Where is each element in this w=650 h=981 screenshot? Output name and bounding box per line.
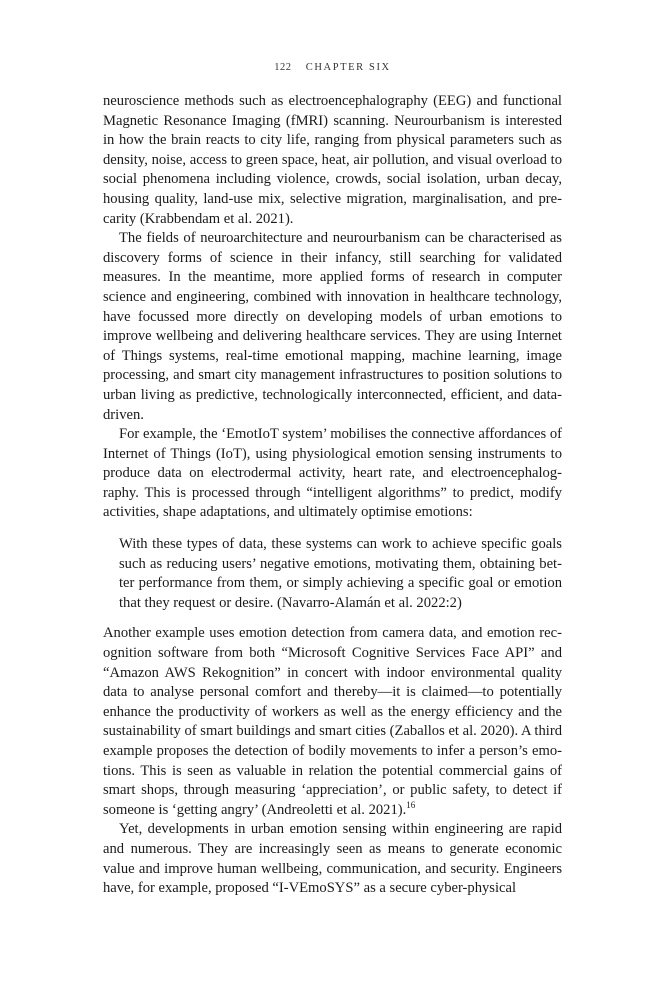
footnote-marker[interactable]: 16 <box>406 799 416 810</box>
paragraph-1: neuroscience methods such as electroencephalography (EEG) and functional Magnetic Resonance Imaging (fMRI) scanning. Neurourbanism is interested in how the brain reacts to city life, ranging from physical parameters such as density, noise, access to green space, heat, air pollution, and visual overload to social phenomena including violence, crowds, social isolation, urban decay, housing quality, land-use mix, selective migration, marginalisation, and precarity (Krabbendam et al. 2021). <box>103 93 562 227</box>
paragraph-2: The fields of neuroarchitecture and neurourbanism can be characterised as discovery forms of science in their infancy, still searching for validated measures. In the meantime, more applied forms of research in computer science and engineering, combined with innovation in healthcare technology, have focussed more directly on developing models of urban emotions to improve wellbeing and delivering healthcare services. They are using Internet of Things systems, real-time emotional mapping, machine learning, image processing, and smart city management infrastructures to position solutions to urban living as predictive, technologically interconnected, efficient, and data-driven. <box>103 230 562 423</box>
chapter-title: CHAPTER SIX <box>305 62 391 73</box>
block-quote: With these types of data, these systems can work to achieve specific goals such as reducing users’ negative emotions, motivating them, obtaining better performance from them, or simply achieving a specific goal or emotion that they request or desire. (Navarro-Alamán et al. 2022:2) <box>119 536 562 611</box>
paragraph-4 <box>103 624 562 820</box>
running-head <box>103 62 562 73</box>
body-text <box>103 92 562 899</box>
paragraph-4-text: Another example uses emotion detection from camera data, and emotion recognition software from both “Microsoft Cognitive Services Face API” and “Amazon AWS Rekognition” in concert with indoor environmental quality data to analyse personal comfort and thereby—it is claimed—to potentially enhance the productivity of workers as well as the energy efficiency and the sustainability of smart buildings and smart cities (Zaballos et al. 2020). A third example proposes the detection of bodily movements to infer a person’s emotions. This is seen as valuable in relation the potential commercial gains of smart shops, through measuring ‘appreciation’, or public safety, to detect if someone is ‘getting angry’ (Andreoletti et al. 2021). <box>103 625 562 818</box>
paragraph-3: For example, the ‘EmotIoT system’ mobilises the connective affordances of Internet of Things (IoT), using physiological emotion sensing instruments to produce data on electrodermal activity, heart rate, and electroencephalography. This is processed through “intelligent algorithms” to predict, modify activities, shape adaptations, and ultimately optimise emotions: <box>103 426 562 521</box>
paragraph-5: Yet, developments in urban emotion sensing within engineering are rapid and numerous. They are increasingly seen as means to generate economic value and improve human wellbeing, communication, and security. Engineers have, for example, proposed “I-VEmoSYS” as a secure cyber-physical <box>103 821 562 897</box>
page-number: 122 <box>274 62 292 73</box>
